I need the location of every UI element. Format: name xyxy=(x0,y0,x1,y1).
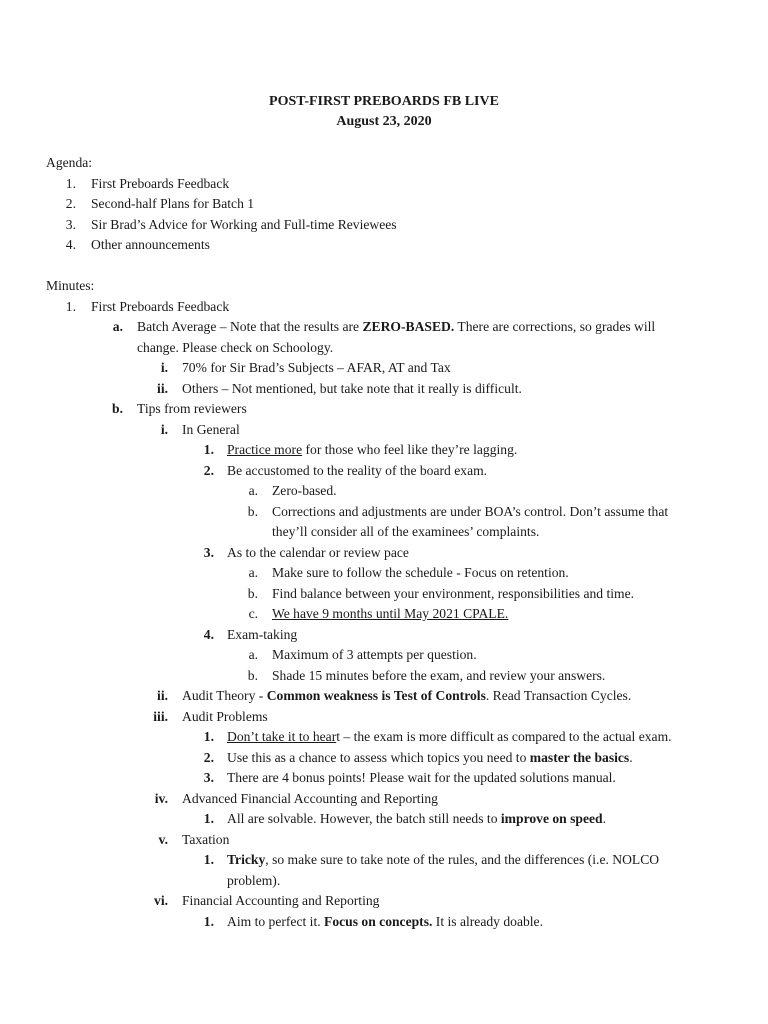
outline-text: Shade 15 minutes before the exam, and review your answers. xyxy=(272,668,606,683)
outline-number: 3. xyxy=(203,770,214,785)
agenda-item-number: 1. xyxy=(65,176,76,191)
outline-text xyxy=(227,749,633,767)
outline-text: Exam-taking xyxy=(227,627,298,642)
outline-text: Financial Accounting and Reporting xyxy=(182,893,380,908)
agenda-item: Sir Brad’s Advice for Working and Full-time Reviewees xyxy=(91,217,397,232)
outline-roman: v. xyxy=(158,832,168,847)
underlined-text: Practice more xyxy=(227,442,303,457)
text-run: All are solvable. However, the batch still needs to xyxy=(227,811,501,826)
outline-roman: ii. xyxy=(157,381,168,396)
outline-number: 2. xyxy=(203,750,214,765)
outline-number: 1. xyxy=(203,811,214,826)
outline-roman: i. xyxy=(160,360,168,375)
batch-average-continuation: change. Please check on Schoology. xyxy=(137,340,334,355)
outline-letter: b. xyxy=(112,401,123,416)
outline-text: Be accustomed to the reality of the board exam. xyxy=(227,463,488,478)
outline-text-continuation: problem). xyxy=(227,873,281,888)
agenda-item: Other announcements xyxy=(91,237,210,252)
underlined-text: We have 9 months until May 2021 CPALE. xyxy=(272,606,509,621)
outline-number: 3. xyxy=(203,545,214,560)
outline-text: In General xyxy=(182,422,240,437)
document-title: POST-FIRST PREBOARDS FB LIVE xyxy=(269,94,499,109)
outline-roman: i. xyxy=(160,422,168,437)
agenda-item: First Preboards Feedback xyxy=(91,176,230,191)
outline-text: Find balance between your environment, responsibilities and time. xyxy=(272,586,635,601)
outline-sub-letter: a. xyxy=(248,565,258,580)
text-run: . xyxy=(602,811,607,826)
text-run: There are corrections, so grades will xyxy=(454,319,656,334)
bold-text: Tricky xyxy=(227,852,266,867)
outline-sub-letter: b. xyxy=(247,668,258,683)
outline-sub-letter: c. xyxy=(248,606,258,621)
outline-text xyxy=(227,851,659,869)
bold-text: improve on speed xyxy=(500,811,603,826)
text-run: for those who feel like they’re lagging. xyxy=(302,442,518,457)
bold-text: ZERO-BASED. xyxy=(362,319,455,334)
outline-number: 1. xyxy=(203,729,214,744)
minutes-item: First Preboards Feedback xyxy=(91,299,230,314)
text-run: , so make sure to take note of the rules, and the differences (i.e. NOLCO xyxy=(265,852,660,867)
outline-text xyxy=(227,810,606,828)
underlined-text: Don’t take it to hear xyxy=(227,729,337,744)
outline-text: Make sure to follow the schedule - Focus on retention. xyxy=(272,565,569,580)
outline-number: 1. xyxy=(203,442,214,457)
agenda-heading: Agenda: xyxy=(46,155,93,170)
outline-text: Corrections and adjustments are under BOA’s control. Don’t assume that xyxy=(272,504,669,519)
agenda-item-number: 3. xyxy=(65,217,76,232)
outline-sub-letter: b. xyxy=(247,586,258,601)
text-run: Batch Average – Note that the results are xyxy=(137,319,363,334)
outline-text: As to the calendar or review pace xyxy=(227,545,409,560)
document-date: August 23, 2020 xyxy=(336,114,432,129)
outline-text: Tips from reviewers xyxy=(137,401,247,416)
outline-roman: vi. xyxy=(154,893,168,908)
outline-text xyxy=(227,913,543,931)
batch-average-line xyxy=(137,318,655,336)
minutes-heading: Minutes: xyxy=(46,278,95,293)
text-run: . Read Transaction Cycles. xyxy=(485,688,632,703)
text-run: Audit Theory - xyxy=(182,688,267,703)
outline-roman: iv. xyxy=(154,791,168,806)
outline-number: 4. xyxy=(203,627,214,642)
outline-sub-letter: a. xyxy=(248,483,258,498)
text-run: . xyxy=(629,750,633,765)
bold-text: Focus on concepts. xyxy=(324,914,433,929)
outline-text-continuation: they’ll consider all of the examinees’ complaints. xyxy=(272,524,540,539)
text-run: Use this as a chance to assess which topics you need to xyxy=(227,750,530,765)
bold-text: Common weakness is Test of Controls xyxy=(266,688,486,703)
outline-text xyxy=(227,441,517,459)
text-run: It is already doable. xyxy=(432,914,543,929)
outline-text: 70% for Sir Brad’s Subjects – AFAR, AT and Tax xyxy=(182,360,451,375)
outline-text: Advanced Financial Accounting and Reporting xyxy=(182,791,438,806)
outline-text: Others – Not mentioned, but take note that it really is difficult. xyxy=(182,381,522,396)
outline-text: There are 4 bonus points! Please wait for the updated solutions manual. xyxy=(227,770,616,785)
outline-text: Maximum of 3 attempts per question. xyxy=(272,647,477,662)
outline-number: 1. xyxy=(203,852,214,867)
outline-text: Audit Problems xyxy=(182,709,268,724)
outline-roman: ii. xyxy=(157,688,168,703)
minutes-item-number: 1. xyxy=(65,299,76,314)
bold-text: master the basics xyxy=(529,750,630,765)
agenda-item-number: 4. xyxy=(65,237,76,252)
outline-roman: iii. xyxy=(153,709,168,724)
outline-number: 2. xyxy=(203,463,214,478)
outline-number: 1. xyxy=(203,914,214,929)
outline-letter: a. xyxy=(112,319,123,334)
text-run: t – the exam is more difficult as compared to the actual exam. xyxy=(336,729,672,744)
outline-sub-letter: a. xyxy=(248,647,258,662)
agenda-item: Second-half Plans for Batch 1 xyxy=(91,196,255,211)
text-run: Aim to perfect it. xyxy=(227,914,325,929)
outline-sub-letter: b. xyxy=(247,504,258,519)
outline-text: Taxation xyxy=(182,832,230,847)
outline-text: Zero-based. xyxy=(272,483,337,498)
outline-text xyxy=(227,728,672,746)
agenda-item-number: 2. xyxy=(65,196,76,211)
outline-text xyxy=(182,687,631,705)
